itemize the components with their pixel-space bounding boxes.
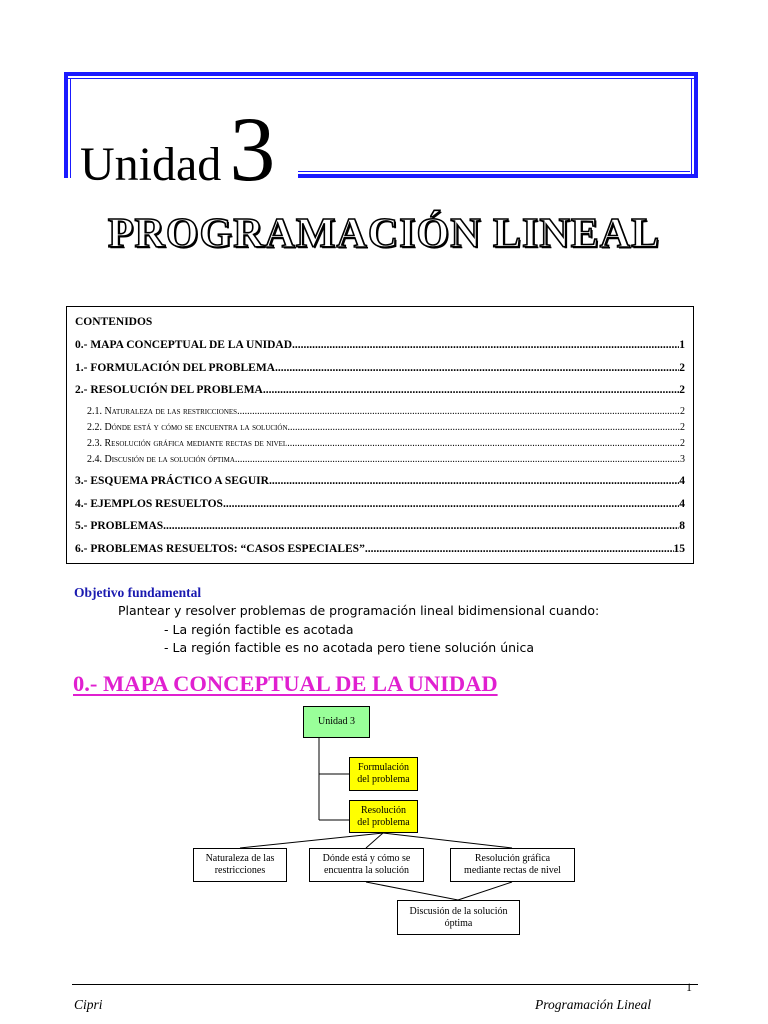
toc-entry[interactable]: 5.- PROBLEMAS ..... 8 <box>75 520 685 532</box>
table-of-contents <box>66 306 694 564</box>
toc-entry[interactable]: 4.- EJEMPLOS RESUELTOS ..... 4 <box>75 498 685 510</box>
toc-entry[interactable]: 2.- RESOLUCIÓN DEL PROBLEMA ..... 2 <box>75 384 685 396</box>
objective-heading: Objetivo fundamental <box>74 585 202 600</box>
concept-node-root: Unidad 3 <box>303 706 370 738</box>
toc-entry[interactable]: 6.- PROBLEMAS RESUELTOS: “CASOS ESPECIALES” ..... 15 <box>75 543 685 555</box>
concept-node-naturaleza: Naturaleza de las restricciones <box>193 848 287 882</box>
page-title: PROGRAMACIÓN LINEAL <box>107 211 661 257</box>
footer-author: Cipri <box>74 997 103 1012</box>
concept-node-discusion: Discusión de la solución óptima <box>397 900 520 935</box>
concept-node-grafica: Resolución gráfica mediante rectas de nivel <box>450 848 575 882</box>
concept-node-formulacion: Formulación del problema <box>349 757 418 791</box>
unit-number: 3 <box>229 98 276 200</box>
unit-title <box>80 96 276 200</box>
concept-node-resolucion: Resolución del problema <box>349 800 418 833</box>
objective-text: Plantear y resolver problemas de programación lineal bidimensional cuando: <box>118 603 600 618</box>
page-number: 1 <box>686 980 692 994</box>
toc-entry[interactable]: 0.- MAPA CONCEPTUAL DE LA UNIDAD ..... 1 <box>75 339 685 351</box>
section-heading: 0.- MAPA CONCEPTUAL DE LA UNIDAD <box>73 671 498 696</box>
footer-divider <box>72 984 698 985</box>
objective-item: - La región factible es acotada <box>164 622 354 637</box>
toc-subentry[interactable]: 2.2. Dónde está y cómo se encuentra la solución ..... 2 <box>87 422 685 433</box>
unit-word: Unidad <box>80 138 222 191</box>
concept-map <box>0 700 768 950</box>
footer-subject: Programación Lineal <box>535 997 652 1012</box>
toc-subentry[interactable]: 2.1. Naturaleza de las restricciones ..... 2 <box>87 406 685 417</box>
toc-subentry[interactable]: 2.3. Resolución gráfica mediante rectas de nivel ..... 2 <box>87 438 685 449</box>
toc-entry[interactable]: 3.- ESQUEMA PRÁCTICO A SEGUIR ..... 4 <box>75 475 685 487</box>
objective-item: - La región factible es no acotada pero tiene solución única <box>164 640 535 655</box>
toc-heading: CONTENIDOS <box>75 316 153 328</box>
toc-subentry[interactable]: 2.4. Discusión de la solución óptima ..... 3 <box>87 454 685 465</box>
toc-entry[interactable]: 1.- FORMULACIÓN DEL PROBLEMA ..... 2 <box>75 362 685 374</box>
concept-node-donde: Dónde está y cómo se encuentra la solución <box>309 848 424 882</box>
